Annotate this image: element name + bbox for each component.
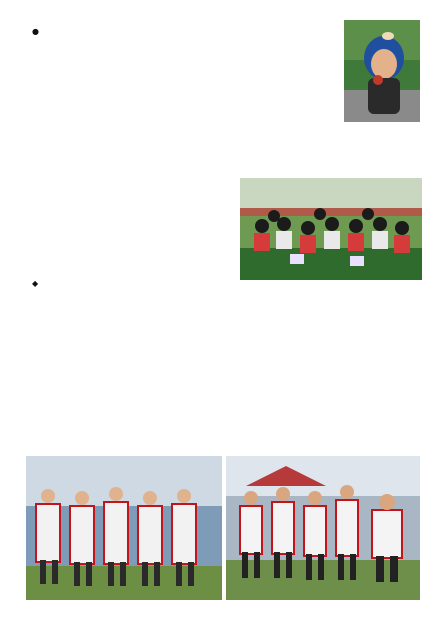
photo-dance-boys bbox=[226, 456, 420, 600]
diamond-bullet-icon: ◆ bbox=[32, 278, 39, 288]
photo-class-group bbox=[240, 178, 422, 280]
bullet-icon: ● bbox=[32, 26, 39, 36]
photo-dance-girls bbox=[26, 456, 222, 600]
section-heading-2 bbox=[32, 278, 44, 288]
photo-boy-eating bbox=[344, 20, 420, 122]
section1-paragraph-4-part-a bbox=[32, 142, 422, 182]
section-heading-1 bbox=[32, 26, 45, 36]
top-tribal-border bbox=[0, 2, 446, 14]
